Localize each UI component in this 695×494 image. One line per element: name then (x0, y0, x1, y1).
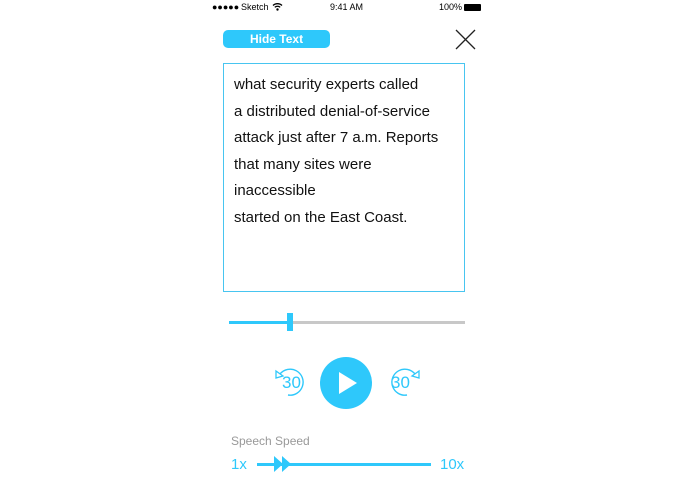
battery-percent: 100% (439, 2, 463, 12)
play-icon (339, 372, 357, 394)
wifi-icon (272, 2, 283, 11)
skip-back-30-button[interactable] (274, 366, 308, 398)
article-text-box (223, 63, 465, 292)
signal-icon: ●●●●● (212, 2, 240, 12)
progress-fill (229, 321, 290, 324)
article-line: attack just after 7 a.m. Reports (234, 129, 439, 146)
skip-forward-30-button[interactable] (387, 366, 421, 398)
battery-icon (464, 4, 481, 11)
carrier-label: Sketch (241, 2, 269, 12)
article-line: started on the East Coast. (234, 208, 408, 226)
status-time: 9:41 AM (330, 2, 364, 12)
close-icon[interactable] (455, 29, 476, 50)
progress-thumb[interactable] (287, 313, 293, 331)
skip-back-label: 30 (282, 373, 301, 392)
speed-min-label: 1x (231, 456, 247, 473)
hide-text-button[interactable]: Hide Text (223, 30, 330, 48)
speed-max-label: 10x (440, 456, 465, 473)
speech-speed-slider[interactable] (257, 463, 431, 466)
article-line: that many sites were inaccessible (234, 155, 372, 199)
speech-speed-label: Speech Speed (231, 434, 310, 448)
play-button[interactable] (320, 357, 372, 409)
article-line: what security experts called (234, 76, 419, 93)
fast-forward-thumb-icon[interactable] (274, 456, 292, 472)
article-line: a distributed denial-of-service (234, 102, 430, 120)
skip-forward-label: 30 (391, 373, 410, 392)
playback-progress-slider[interactable] (229, 321, 465, 324)
